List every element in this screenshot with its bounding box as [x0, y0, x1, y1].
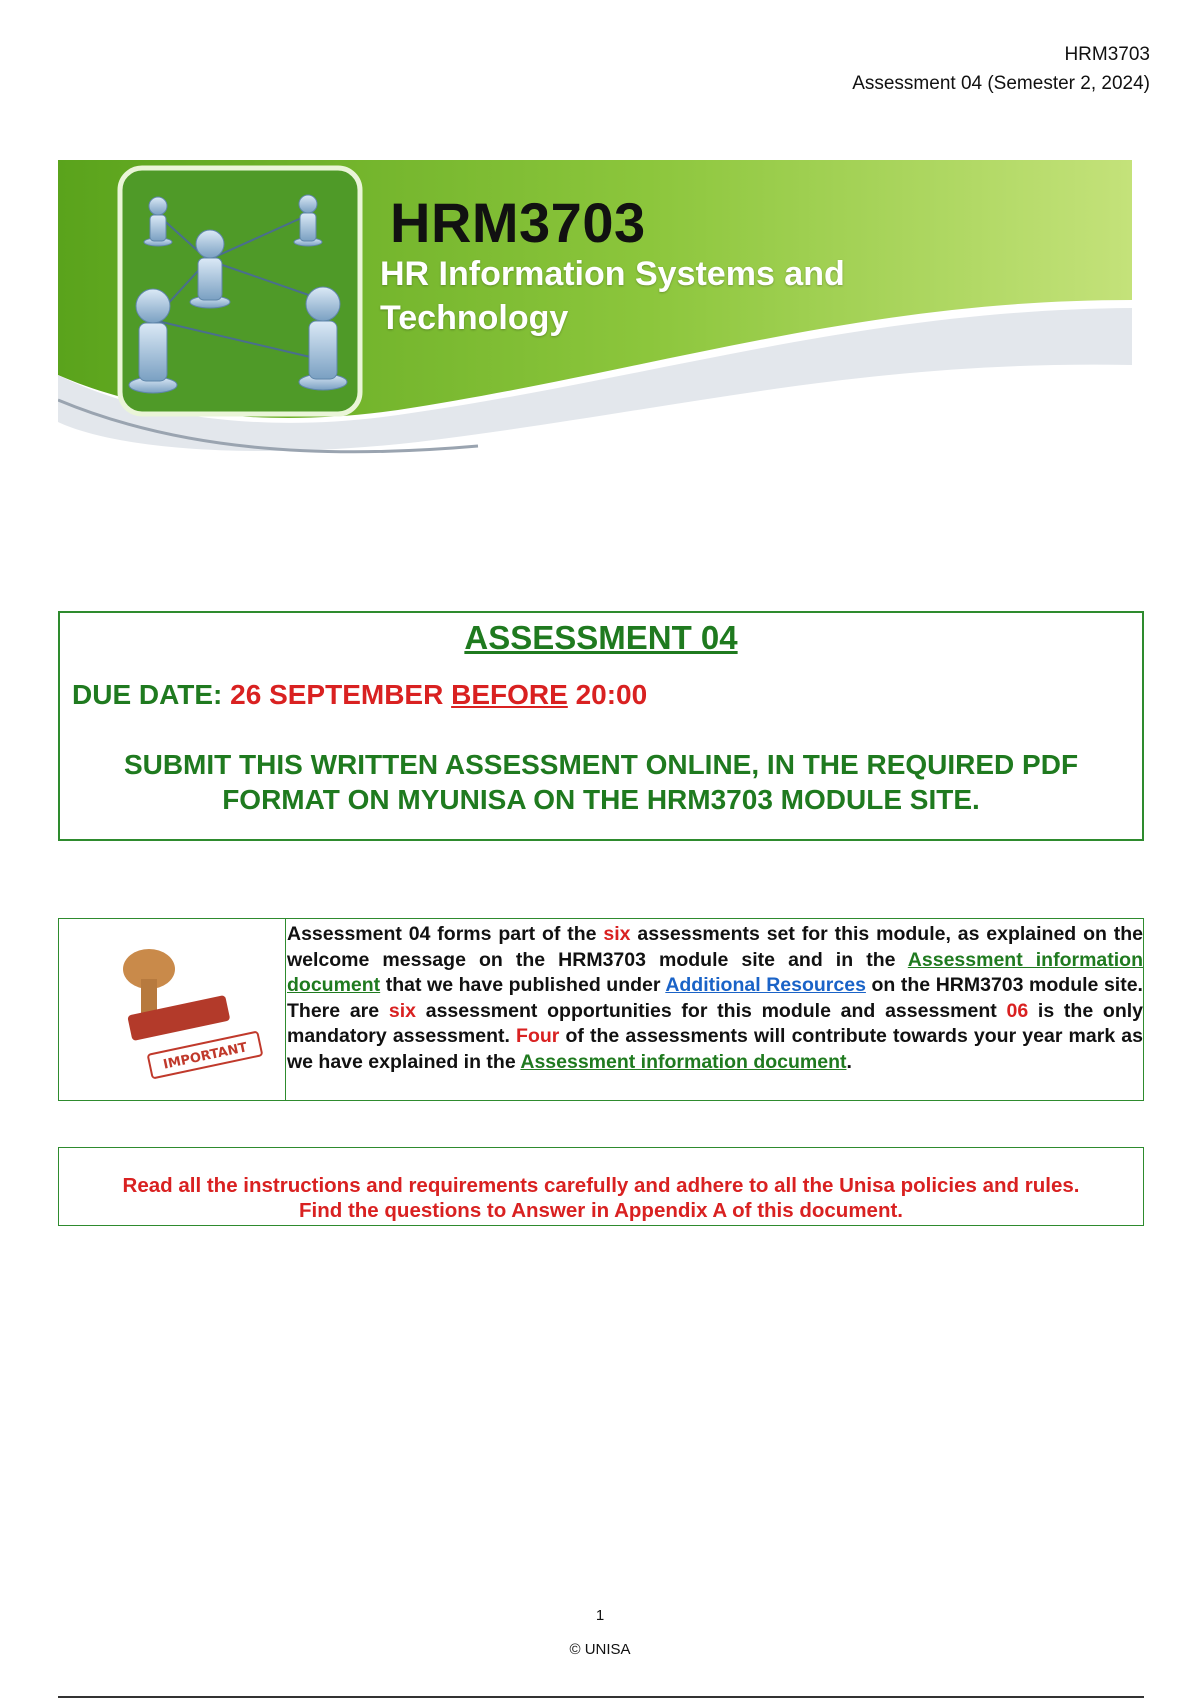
- header-course-code: HRM3703: [1064, 44, 1150, 65]
- info-text: is the only mandatory assessment.: [287, 999, 1143, 1048]
- due-date-label: DUE DATE:: [72, 679, 223, 710]
- info-highlight: 06: [1006, 999, 1029, 1022]
- instructions-line-2: Find the questions to Answer in Appendix A of this document.: [299, 1199, 903, 1222]
- assessment-box: [58, 611, 1144, 841]
- assessment-title: ASSESSMENT 04: [464, 619, 738, 656]
- instructions-line-1: Read all the instructions and requirements carefully and adhere to all the Unisa policies and rules.: [122, 1174, 1080, 1197]
- info-highlight: six: [388, 999, 416, 1022]
- due-before: BEFORE: [451, 679, 568, 710]
- important-stamp-icon: [89, 939, 279, 1079]
- info-paragraph: [287, 922, 1143, 1076]
- info-highlight: six: [603, 923, 631, 945]
- info-text: of the assessments will contribute towards your year mark as we have explained in the: [287, 1025, 1143, 1073]
- footer-rule: [58, 1696, 1144, 1698]
- assessment-info-link[interactable]: Assessment information document: [287, 948, 1143, 997]
- banner-subtitle-line1: HR Information Systems and: [380, 255, 845, 293]
- info-text: Assessment 04 forms part of the: [287, 923, 604, 945]
- submission-instruction: [80, 747, 1122, 817]
- info-box: [58, 918, 1144, 1101]
- due-time: 20:00: [575, 679, 648, 710]
- banner-module-title: [380, 252, 845, 340]
- info-text: assessment opportunities for this module and assessment: [415, 999, 1007, 1022]
- due-date-value: 26 SEPTEMBER: [230, 679, 444, 710]
- banner-subtitle-line2: Technology: [380, 299, 569, 337]
- banner-course-code: HRM3703: [390, 191, 646, 254]
- module-banner: [58, 160, 1132, 470]
- info-text: assessments set for this module, as explained on the welcome message on the HRM3703 module site and in the: [287, 923, 1144, 971]
- info-highlight: Four: [516, 1025, 560, 1048]
- due-date-line: [72, 679, 647, 711]
- info-box-divider: [285, 919, 286, 1100]
- instructions-box: [58, 1147, 1144, 1226]
- info-text: .: [846, 1050, 852, 1073]
- stamp-label: IMPORTANT: [161, 1040, 249, 1073]
- copyright: © UNISA: [569, 1641, 631, 1658]
- info-text: on the HRM3703 module site. There are: [287, 974, 1143, 1022]
- additional-resources-link[interactable]: Additional Resources: [665, 974, 866, 997]
- info-text: that we have published under: [380, 974, 666, 997]
- submission-line-1: SUBMIT THIS WRITTEN ASSESSMENT ONLINE, IN THE REQUIRED PDF: [123, 749, 1079, 780]
- assessment-info-link[interactable]: Assessment information document: [520, 1050, 847, 1073]
- submission-line-2: FORMAT ON MYUNISA ON THE HRM3703 MODULE SITE.: [222, 784, 980, 815]
- page-header: [852, 40, 1150, 98]
- page-number: 1: [595, 1607, 605, 1624]
- header-assessment-label: Assessment 04 (Semester 2, 2024): [852, 73, 1150, 94]
